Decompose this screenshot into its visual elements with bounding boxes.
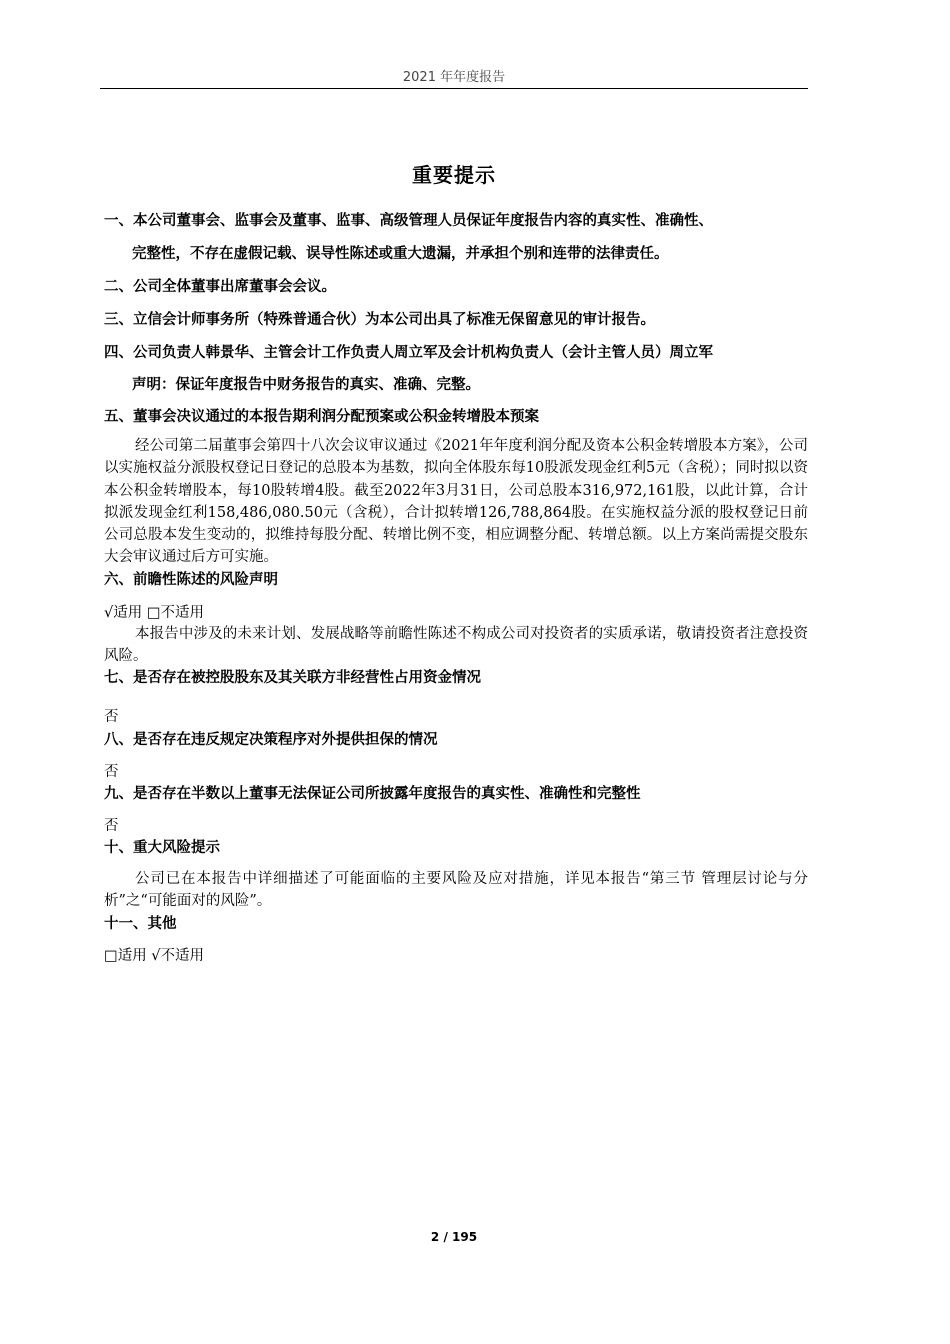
item-11-option: □适用 √不适用 (104, 948, 205, 964)
page-number: 2 / 195 (430, 1230, 478, 1244)
item-1-heading-cont: 完整性，不存在虚假记载、误导性陈述或重大遗漏，并承担个别和连带的法律责任。 (132, 246, 669, 262)
item-5-body: 经公司第二届董事会第四十八次会议审议通过《2021年年度利润分配及资本公积金转增股本方案》，公司以实施权益分派股权登记日登记的总股本为基数，拟向全体股东每10股派发现金红利5元（含税）；同时拟以资本公积金转增股本，每10股转增4股。截至2022年3月31日，公司总股本316,972,161股，以此计算，合计拟派发现金红利158,486,080.50元（含税），合计拟转增126,788,864股。在实施权益分派的股权登记日前公司总股本发生变动的，拟维持每股分配、转增比例不变，相应调整分配、转增总额。以上方案尚需提交股东大会审议通过后方可实施。 (104, 438, 808, 566)
item-6-body: 本报告中涉及的未来计划、发展战略等前瞻性陈述不构成公司对投资者的实质承诺，敬请投资者注意投资风险。 (104, 626, 808, 665)
item-4-heading-cont: 声明：保证年度报告中财务报告的真实、准确、完整。 (132, 377, 480, 393)
page-title: 重要提示 (412, 163, 496, 187)
item-1-heading: 一、本公司董事会、监事会及董事、监事、高级管理人员保证年度报告内容的真实性、准确性、 (104, 213, 713, 229)
item-6-heading: 六、前瞻性陈述的风险声明 (104, 572, 278, 588)
item-7-heading: 七、是否存在被控股股东及其关联方非经营性占用资金情况 (104, 670, 481, 686)
item-9-answer: 否 (104, 818, 119, 834)
item-7-answer: 否 (104, 709, 119, 725)
item-6-option: √适用 □不适用 (104, 605, 205, 621)
page-header: 2021 年年度报告 (402, 70, 506, 85)
item-8-answer: 否 (104, 764, 119, 780)
item-10-heading: 十、重大风险提示 (104, 840, 220, 856)
item-9-heading: 九、是否存在半数以上董事无法保证公司所披露年度报告的真实性、准确性和完整性 (104, 786, 641, 802)
item-2-heading: 二、公司全体董事出席董事会会议。 (104, 279, 336, 295)
item-3-heading: 三、立信会计师事务所（特殊普通合伙）为本公司出具了标准无保留意见的审计报告。 (104, 312, 655, 328)
item-5-heading: 五、董事会决议通过的本报告期利润分配预案或公积金转增股本预案 (104, 409, 539, 425)
item-10-body: 公司已在本报告中详细描述了可能面临的主要风险及应对措施，详见本报告“第三节 管理层讨论与分析”之“可能面对的风险”。 (104, 871, 808, 910)
item-11-heading: 十一、其他 (104, 916, 177, 932)
item-4-heading: 四、公司负责人韩景华、主管会计工作负责人周立军及会计机构负责人（会计主管人员）周立军 (104, 345, 713, 361)
item-8-heading: 八、是否存在违反规定决策程序对外提供担保的情况 (104, 732, 438, 748)
header-divider (100, 88, 808, 89)
